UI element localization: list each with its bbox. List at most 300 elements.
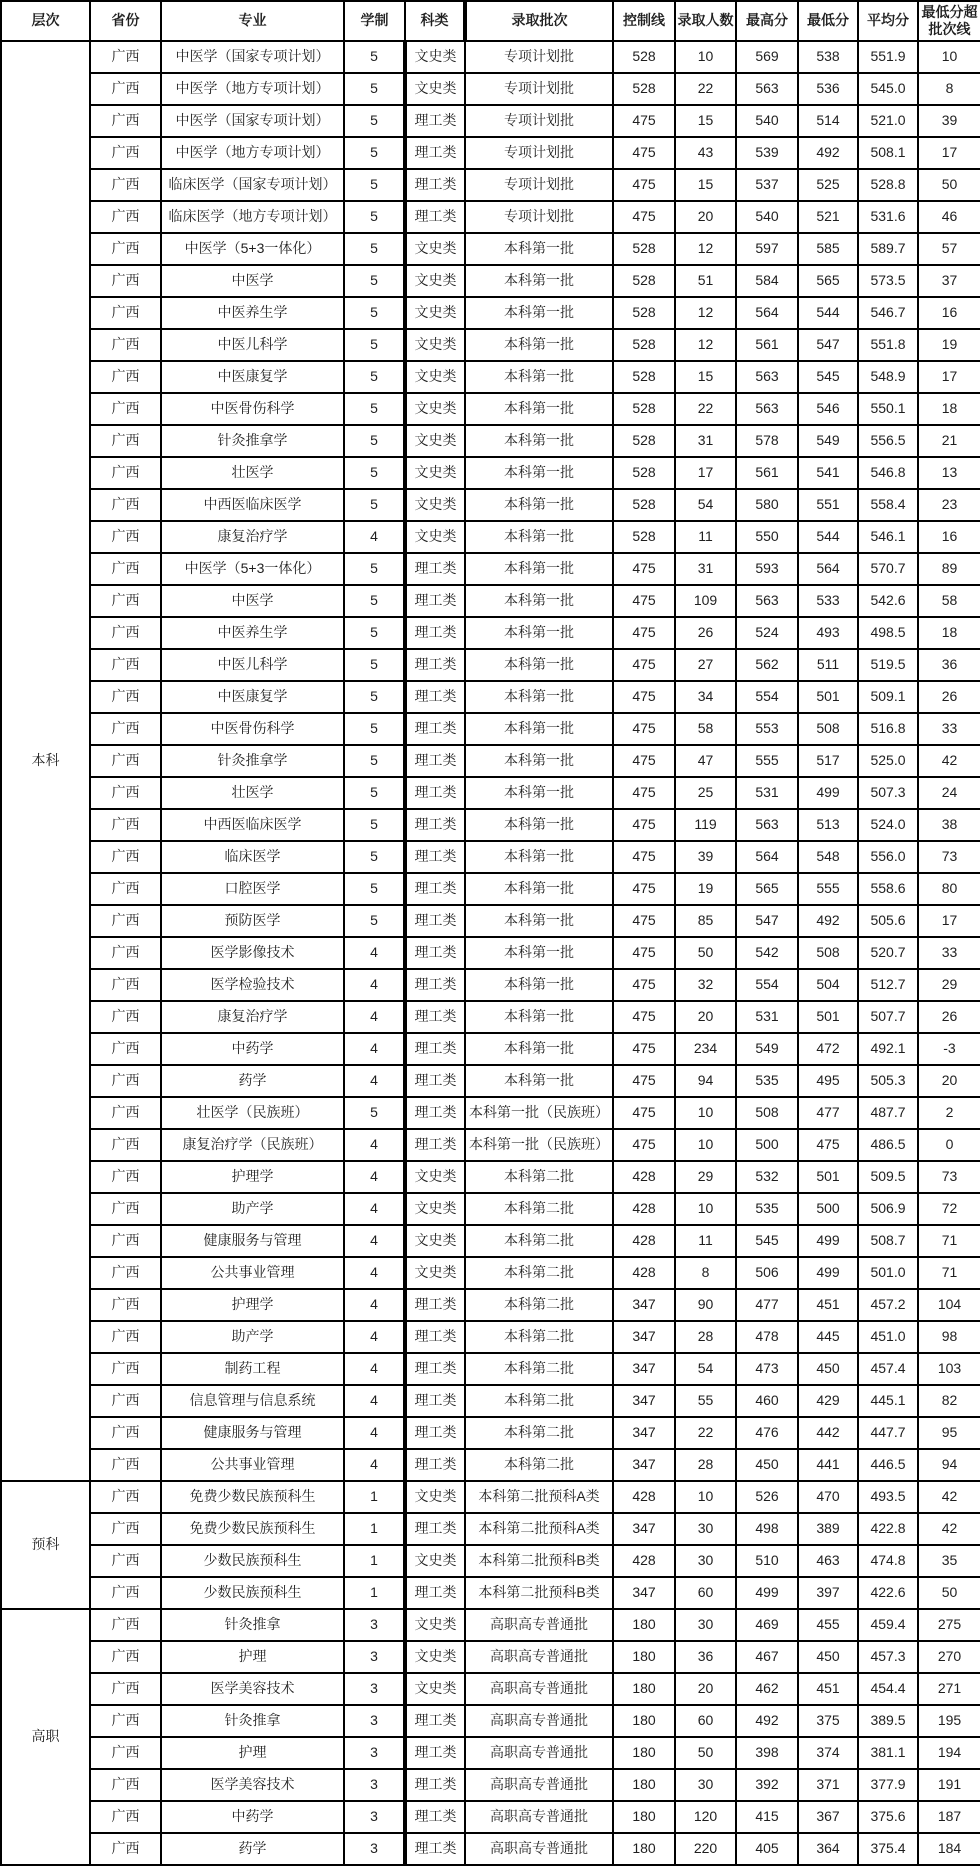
cell-batch: 文史类 <box>405 1193 465 1225</box>
table-row <box>1 1129 980 1161</box>
cell-category: 1 <box>344 1577 405 1609</box>
table-row <box>1 1737 980 1769</box>
cell-major: 广西 <box>90 1705 161 1737</box>
cell-min_over_batch_line: 457.4 <box>858 1353 918 1385</box>
cell-major: 广西 <box>90 1801 161 1833</box>
cell-years: 医学美容技术 <box>161 1769 344 1801</box>
cell-years: 针灸推拿学 <box>161 745 344 777</box>
cell-admitted_count: 347 <box>613 1289 675 1321</box>
cell-batch: 理工类 <box>405 105 465 137</box>
cell-major: 广西 <box>90 1257 161 1289</box>
cell-control_line: 本科第二批 <box>465 1353 613 1385</box>
cell-major: 广西 <box>90 1385 161 1417</box>
cell-avg_score: 549 <box>798 425 858 457</box>
cell-control_line: 专项计划批 <box>465 201 613 233</box>
cell-category: 5 <box>344 201 405 233</box>
cell-min_score: 561 <box>736 457 798 489</box>
cell-max_score: 22 <box>675 1417 736 1449</box>
cell-years: 制药工程 <box>161 1353 344 1385</box>
cell-admitted_count: 528 <box>613 329 675 361</box>
cell-max_score: 29 <box>675 1161 736 1193</box>
cell-category: 5 <box>344 169 405 201</box>
cell-avg_score: 548 <box>798 841 858 873</box>
cell-years: 中医学（国家专项计划） <box>161 41 344 73</box>
cell-years: 中医康复学 <box>161 681 344 713</box>
cell-avg_score: 455 <box>798 1609 858 1641</box>
cell-avg_score: 495 <box>798 1065 858 1097</box>
cell-admitted_count: 528 <box>613 425 675 457</box>
cell-max_score: 20 <box>675 1673 736 1705</box>
cell-category: 5 <box>344 361 405 393</box>
cell-major: 广西 <box>90 457 161 489</box>
cell-years: 护理 <box>161 1737 344 1769</box>
cell-batch: 文史类 <box>405 41 465 73</box>
cell-category: 5 <box>344 873 405 905</box>
cell-years: 康复治疗学 <box>161 1001 344 1033</box>
cell-undefined: 26 <box>918 1001 980 1033</box>
cell-admitted_count: 428 <box>613 1225 675 1257</box>
cell-major: 广西 <box>90 1577 161 1609</box>
cell-admitted_count: 475 <box>613 1033 675 1065</box>
cell-max_score: 94 <box>675 1065 736 1097</box>
cell-admitted_count: 475 <box>613 617 675 649</box>
cell-major: 广西 <box>90 1737 161 1769</box>
cell-admitted_count: 180 <box>613 1705 675 1737</box>
cell-avg_score: 501 <box>798 1161 858 1193</box>
table-row <box>1 1833 980 1865</box>
cell-undefined: 37 <box>918 265 980 297</box>
cell-major: 广西 <box>90 745 161 777</box>
cell-min_over_batch_line: 507.3 <box>858 777 918 809</box>
cell-major: 广西 <box>90 1545 161 1577</box>
cell-control_line: 本科第一批 <box>465 841 613 873</box>
cell-max_score: 47 <box>675 745 736 777</box>
cell-min_over_batch_line: 507.7 <box>858 1001 918 1033</box>
cell-batch: 理工类 <box>405 1737 465 1769</box>
table-row <box>1 1481 980 1513</box>
cell-max_score: 27 <box>675 649 736 681</box>
cell-batch: 文史类 <box>405 1609 465 1641</box>
cell-category: 5 <box>344 233 405 265</box>
cell-max_score: 220 <box>675 1833 736 1865</box>
cell-undefined: 104 <box>918 1289 980 1321</box>
level-cell: 本科 <box>1 41 90 1481</box>
table-row <box>1 393 980 425</box>
cell-years: 中西医临床医学 <box>161 489 344 521</box>
cell-max_score: 31 <box>675 553 736 585</box>
cell-years: 护理学 <box>161 1289 344 1321</box>
cell-max_score: 12 <box>675 233 736 265</box>
cell-min_score: 542 <box>736 937 798 969</box>
cell-undefined: 19 <box>918 329 980 361</box>
cell-min_over_batch_line: 542.6 <box>858 585 918 617</box>
cell-avg_score: 513 <box>798 809 858 841</box>
cell-control_line: 本科第二批 <box>465 1321 613 1353</box>
cell-control_line: 本科第一批 <box>465 329 613 361</box>
cell-major: 广西 <box>90 1673 161 1705</box>
cell-years: 中医儿科学 <box>161 649 344 681</box>
cell-min_over_batch_line: 545.0 <box>858 73 918 105</box>
table-row <box>1 809 980 841</box>
cell-category: 4 <box>344 1001 405 1033</box>
cell-major: 广西 <box>90 1641 161 1673</box>
cell-min_over_batch_line: 508.1 <box>858 137 918 169</box>
cell-major: 广西 <box>90 553 161 585</box>
cell-undefined: 50 <box>918 169 980 201</box>
cell-avg_score: 511 <box>798 649 858 681</box>
cell-control_line: 专项计划批 <box>465 73 613 105</box>
cell-max_score: 26 <box>675 617 736 649</box>
cell-min_score: 510 <box>736 1545 798 1577</box>
cell-control_line: 本科第一批（民族班） <box>465 1129 613 1161</box>
cell-major: 广西 <box>90 649 161 681</box>
cell-admitted_count: 475 <box>613 1129 675 1161</box>
cell-max_score: 43 <box>675 137 736 169</box>
cell-major: 广西 <box>90 1065 161 1097</box>
table-row <box>1 425 980 457</box>
cell-category: 3 <box>344 1833 405 1865</box>
column-header-level: 层次 <box>1 1 90 41</box>
cell-control_line: 高职高专普通批 <box>465 1641 613 1673</box>
cell-major: 广西 <box>90 1417 161 1449</box>
cell-control_line: 本科第一批 <box>465 905 613 937</box>
cell-avg_score: 533 <box>798 585 858 617</box>
cell-min_over_batch_line: 589.7 <box>858 233 918 265</box>
cell-min_over_batch_line: 493.5 <box>858 1481 918 1513</box>
cell-admitted_count: 347 <box>613 1513 675 1545</box>
cell-avg_score: 445 <box>798 1321 858 1353</box>
cell-batch: 理工类 <box>405 649 465 681</box>
table-row <box>1 617 980 649</box>
cell-avg_score: 450 <box>798 1353 858 1385</box>
cell-undefined: 271 <box>918 1673 980 1705</box>
cell-control_line: 本科第一批 <box>465 489 613 521</box>
cell-admitted_count: 475 <box>613 809 675 841</box>
cell-batch: 理工类 <box>405 1129 465 1161</box>
cell-admitted_count: 528 <box>613 265 675 297</box>
cell-category: 4 <box>344 1129 405 1161</box>
cell-batch: 文史类 <box>405 297 465 329</box>
cell-years: 中医学（国家专项计划） <box>161 105 344 137</box>
cell-batch: 理工类 <box>405 1449 465 1481</box>
cell-control_line: 本科第二批 <box>465 1417 613 1449</box>
cell-max_score: 11 <box>675 1225 736 1257</box>
table-row <box>1 553 980 585</box>
cell-max_score: 109 <box>675 585 736 617</box>
cell-min_score: 563 <box>736 73 798 105</box>
cell-category: 5 <box>344 745 405 777</box>
cell-min_score: 555 <box>736 745 798 777</box>
column-header-min-over-batch-line: 最低分超批次线 <box>918 1 980 41</box>
cell-admitted_count: 475 <box>613 1001 675 1033</box>
cell-avg_score: 442 <box>798 1417 858 1449</box>
cell-max_score: 20 <box>675 1001 736 1033</box>
cell-avg_score: 499 <box>798 777 858 809</box>
cell-avg_score: 564 <box>798 553 858 585</box>
column-header-major: 专业 <box>161 1 344 41</box>
cell-batch: 理工类 <box>405 1097 465 1129</box>
cell-major: 广西 <box>90 841 161 873</box>
cell-category: 4 <box>344 1193 405 1225</box>
cell-undefined: 50 <box>918 1577 980 1609</box>
table-row <box>1 1001 980 1033</box>
cell-control_line: 专项计划批 <box>465 137 613 169</box>
cell-min_score: 492 <box>736 1705 798 1737</box>
cell-max_score: 22 <box>675 393 736 425</box>
cell-admitted_count: 428 <box>613 1257 675 1289</box>
cell-avg_score: 450 <box>798 1641 858 1673</box>
cell-undefined: 71 <box>918 1225 980 1257</box>
cell-batch: 文史类 <box>405 1161 465 1193</box>
cell-avg_score: 493 <box>798 617 858 649</box>
cell-max_score: 10 <box>675 1481 736 1513</box>
cell-min_score: 415 <box>736 1801 798 1833</box>
cell-min_over_batch_line: 389.5 <box>858 1705 918 1737</box>
cell-batch: 理工类 <box>405 745 465 777</box>
cell-min_score: 550 <box>736 521 798 553</box>
cell-max_score: 15 <box>675 169 736 201</box>
cell-admitted_count: 180 <box>613 1641 675 1673</box>
column-header-batch: 录取批次 <box>465 1 613 41</box>
cell-undefined: 275 <box>918 1609 980 1641</box>
cell-undefined: 17 <box>918 137 980 169</box>
cell-control_line: 高职高专普通批 <box>465 1609 613 1641</box>
cell-major: 广西 <box>90 41 161 73</box>
cell-min_over_batch_line: 451.0 <box>858 1321 918 1353</box>
cell-min_score: 540 <box>736 105 798 137</box>
cell-years: 少数民族预科生 <box>161 1577 344 1609</box>
cell-control_line: 高职高专普通批 <box>465 1833 613 1865</box>
cell-avg_score: 508 <box>798 937 858 969</box>
cell-years: 中医学 <box>161 265 344 297</box>
cell-control_line: 高职高专普通批 <box>465 1737 613 1769</box>
table-row <box>1 937 980 969</box>
cell-min_score: 563 <box>736 585 798 617</box>
cell-undefined: 16 <box>918 297 980 329</box>
cell-category: 4 <box>344 1353 405 1385</box>
cell-control_line: 本科第二批预科B类 <box>465 1545 613 1577</box>
cell-years: 针灸推拿学 <box>161 425 344 457</box>
cell-control_line: 本科第二批 <box>465 1385 613 1417</box>
cell-avg_score: 585 <box>798 233 858 265</box>
table-row <box>1 105 980 137</box>
cell-major: 广西 <box>90 105 161 137</box>
cell-control_line: 本科第一批 <box>465 233 613 265</box>
cell-min_score: 500 <box>736 1129 798 1161</box>
cell-avg_score: 536 <box>798 73 858 105</box>
cell-control_line: 本科第一批 <box>465 585 613 617</box>
cell-avg_score: 565 <box>798 265 858 297</box>
cell-control_line: 专项计划批 <box>465 41 613 73</box>
cell-years: 口腔医学 <box>161 873 344 905</box>
cell-admitted_count: 347 <box>613 1321 675 1353</box>
cell-batch: 文史类 <box>405 265 465 297</box>
cell-control_line: 本科第一批（民族班） <box>465 1097 613 1129</box>
cell-min_score: 532 <box>736 1161 798 1193</box>
cell-years: 康复治疗学（民族班） <box>161 1129 344 1161</box>
table-row <box>1 1353 980 1385</box>
cell-batch: 文史类 <box>405 521 465 553</box>
cell-min_score: 499 <box>736 1577 798 1609</box>
table-row <box>1 1577 980 1609</box>
cell-batch: 理工类 <box>405 585 465 617</box>
cell-min_score: 564 <box>736 841 798 873</box>
table-row <box>1 1801 980 1833</box>
cell-admitted_count: 180 <box>613 1801 675 1833</box>
cell-category: 4 <box>344 1449 405 1481</box>
cell-years: 公共事业管理 <box>161 1257 344 1289</box>
cell-batch: 理工类 <box>405 1577 465 1609</box>
cell-years: 健康服务与管理 <box>161 1225 344 1257</box>
cell-undefined: 73 <box>918 841 980 873</box>
cell-undefined: 2 <box>918 1097 980 1129</box>
cell-years: 壮医学（民族班） <box>161 1097 344 1129</box>
cell-max_score: 234 <box>675 1033 736 1065</box>
cell-min_over_batch_line: 457.3 <box>858 1641 918 1673</box>
cell-min_over_batch_line: 556.5 <box>858 425 918 457</box>
cell-control_line: 本科第一批 <box>465 713 613 745</box>
cell-major: 广西 <box>90 73 161 105</box>
cell-min_score: 569 <box>736 41 798 73</box>
column-header-min-score: 最低分 <box>798 1 858 41</box>
cell-min_over_batch_line: 556.0 <box>858 841 918 873</box>
cell-avg_score: 451 <box>798 1289 858 1321</box>
cell-years: 免费少数民族预科生 <box>161 1513 344 1545</box>
cell-avg_score: 551 <box>798 489 858 521</box>
cell-major: 广西 <box>90 1449 161 1481</box>
cell-years: 中医学 <box>161 585 344 617</box>
cell-undefined: 57 <box>918 233 980 265</box>
cell-years: 中药学 <box>161 1801 344 1833</box>
cell-control_line: 本科第一批 <box>465 1033 613 1065</box>
cell-avg_score: 375 <box>798 1705 858 1737</box>
cell-control_line: 本科第一批 <box>465 969 613 1001</box>
cell-max_score: 8 <box>675 1257 736 1289</box>
cell-batch: 理工类 <box>405 1033 465 1065</box>
cell-batch: 理工类 <box>405 937 465 969</box>
cell-admitted_count: 347 <box>613 1353 675 1385</box>
cell-major: 广西 <box>90 777 161 809</box>
cell-control_line: 本科第二批 <box>465 1193 613 1225</box>
cell-min_over_batch_line: 422.6 <box>858 1577 918 1609</box>
cell-min_over_batch_line: 558.6 <box>858 873 918 905</box>
cell-batch: 理工类 <box>405 1705 465 1737</box>
cell-admitted_count: 475 <box>613 1065 675 1097</box>
cell-undefined: 98 <box>918 1321 980 1353</box>
cell-control_line: 本科第二批 <box>465 1257 613 1289</box>
cell-admitted_count: 475 <box>613 169 675 201</box>
cell-major: 广西 <box>90 201 161 233</box>
cell-admitted_count: 528 <box>613 521 675 553</box>
cell-major: 广西 <box>90 169 161 201</box>
cell-control_line: 本科第二批 <box>465 1449 613 1481</box>
cell-min_score: 554 <box>736 681 798 713</box>
cell-min_score: 535 <box>736 1193 798 1225</box>
cell-years: 中医学（地方专项计划） <box>161 137 344 169</box>
cell-min_over_batch_line: 546.7 <box>858 297 918 329</box>
cell-min_over_batch_line: 525.0 <box>858 745 918 777</box>
cell-admitted_count: 475 <box>613 969 675 1001</box>
cell-min_score: 524 <box>736 617 798 649</box>
cell-avg_score: 451 <box>798 1673 858 1705</box>
cell-category: 4 <box>344 1257 405 1289</box>
cell-undefined: 89 <box>918 553 980 585</box>
cell-years: 护理 <box>161 1641 344 1673</box>
cell-avg_score: 545 <box>798 361 858 393</box>
cell-max_score: 10 <box>675 1097 736 1129</box>
cell-max_score: 10 <box>675 41 736 73</box>
cell-min_over_batch_line: 546.1 <box>858 521 918 553</box>
cell-batch: 理工类 <box>405 1321 465 1353</box>
cell-category: 5 <box>344 681 405 713</box>
cell-category: 1 <box>344 1481 405 1513</box>
cell-min_score: 531 <box>736 777 798 809</box>
cell-admitted_count: 528 <box>613 393 675 425</box>
cell-major: 广西 <box>90 1353 161 1385</box>
cell-undefined: 39 <box>918 105 980 137</box>
table-row <box>1 1193 980 1225</box>
cell-undefined: 191 <box>918 1769 980 1801</box>
cell-admitted_count: 347 <box>613 1577 675 1609</box>
cell-max_score: 15 <box>675 361 736 393</box>
cell-batch: 理工类 <box>405 617 465 649</box>
cell-min_over_batch_line: 520.7 <box>858 937 918 969</box>
cell-batch: 理工类 <box>405 1513 465 1545</box>
cell-admitted_count: 475 <box>613 585 675 617</box>
table-header <box>1 1 980 41</box>
cell-batch: 文史类 <box>405 1481 465 1513</box>
cell-control_line: 本科第二批预科A类 <box>465 1513 613 1545</box>
cell-min_score: 469 <box>736 1609 798 1641</box>
cell-max_score: 85 <box>675 905 736 937</box>
cell-category: 5 <box>344 713 405 745</box>
cell-avg_score: 371 <box>798 1769 858 1801</box>
cell-batch: 理工类 <box>405 1801 465 1833</box>
table-row <box>1 1161 980 1193</box>
cell-min_score: 498 <box>736 1513 798 1545</box>
cell-major: 广西 <box>90 873 161 905</box>
cell-avg_score: 374 <box>798 1737 858 1769</box>
cell-undefined: 94 <box>918 1449 980 1481</box>
table-row <box>1 969 980 1001</box>
cell-min_score: 553 <box>736 713 798 745</box>
cell-admitted_count: 528 <box>613 41 675 73</box>
cell-min_over_batch_line: 508.7 <box>858 1225 918 1257</box>
cell-min_score: 578 <box>736 425 798 457</box>
cell-min_over_batch_line: 548.9 <box>858 361 918 393</box>
cell-min_score: 597 <box>736 233 798 265</box>
cell-category: 5 <box>344 649 405 681</box>
cell-avg_score: 500 <box>798 1193 858 1225</box>
cell-max_score: 15 <box>675 105 736 137</box>
cell-category: 3 <box>344 1609 405 1641</box>
table-row <box>1 521 980 553</box>
table-row <box>1 1609 980 1641</box>
cell-admitted_count: 528 <box>613 457 675 489</box>
cell-major: 广西 <box>90 809 161 841</box>
cell-category: 3 <box>344 1737 405 1769</box>
cell-min_score: 508 <box>736 1097 798 1129</box>
cell-category: 5 <box>344 553 405 585</box>
cell-max_score: 60 <box>675 1577 736 1609</box>
cell-admitted_count: 475 <box>613 649 675 681</box>
table-row <box>1 745 980 777</box>
cell-admitted_count: 475 <box>613 905 675 937</box>
cell-major: 广西 <box>90 393 161 425</box>
cell-years: 壮医学 <box>161 457 344 489</box>
cell-control_line: 高职高专普通批 <box>465 1769 613 1801</box>
cell-control_line: 本科第一批 <box>465 1001 613 1033</box>
